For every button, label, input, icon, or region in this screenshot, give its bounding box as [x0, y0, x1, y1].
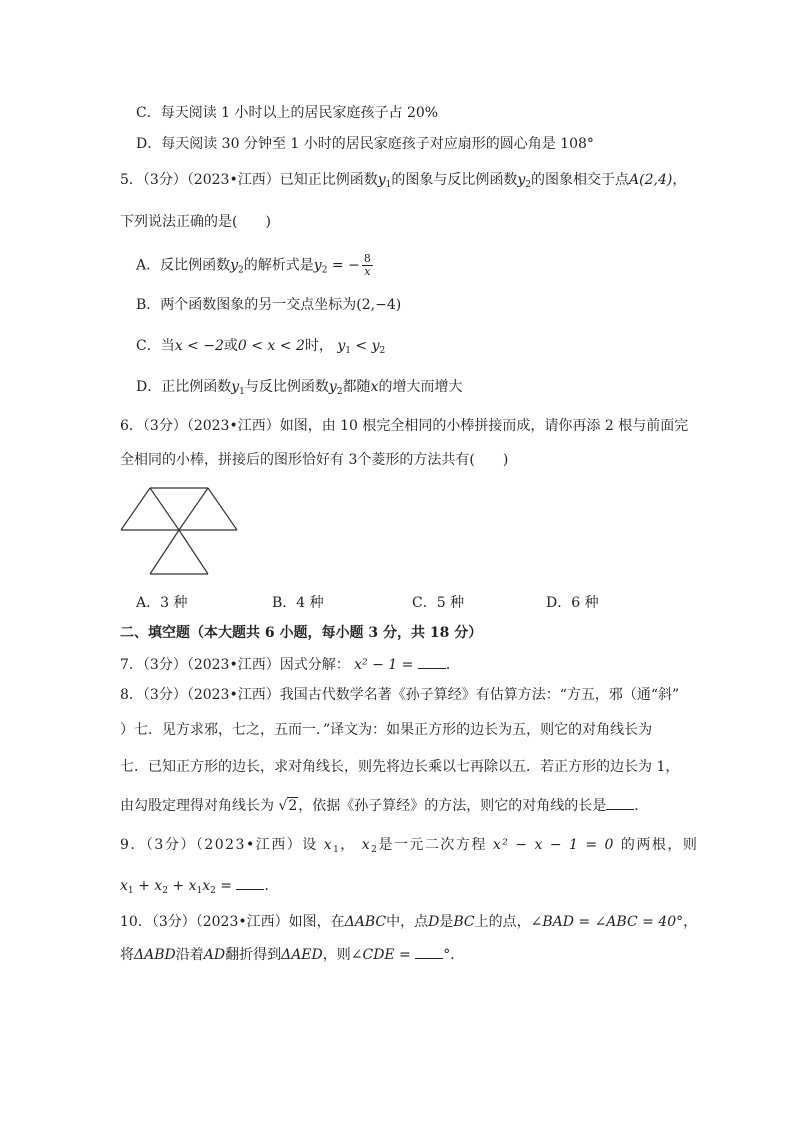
sqrt-two: √2 [278, 798, 298, 814]
q8-line1: 8．（3分）（2023•江西）我国古代数学名著《孙子算经》有估算方法：“方五，邪（通“斜” [120, 687, 680, 703]
stick [179, 530, 208, 574]
q6-option-d: D．6 种 [546, 595, 599, 611]
q5-stem-line2: 下列说法正确的是( ) [120, 214, 271, 230]
q6-triangle-figure [118, 486, 244, 580]
q4-option-d: D．每天阅读 30 分钟至 1 小时的居民家庭孩子对应扇形的圆心角是 108° [136, 136, 594, 152]
q6-stem-line2: 全相同的小棒，拼接后的图形恰好有 3个菱形的方法共有( ) [120, 452, 509, 468]
stick [150, 530, 179, 574]
q6-option-a: A．3 种 [136, 595, 188, 611]
q8-line3: 七．已知正方形的边长，求对角线长，则先将边长乘以七再除以五．若正方形的边长为 1， [120, 759, 680, 775]
q6-stem-line1: 6．（3分）（2023•江西）如图，由 10 根完全相同的小棒拼接而成，请你再添 2 根与前面完 [120, 418, 689, 434]
q9-answer-blank [236, 877, 264, 890]
q8-line2: ）七．见方求邪，七之，五而一．”译文为：如果正方形的边长为五，则它的对角线长为 [120, 722, 653, 738]
q6-option-c: C．5 种 [412, 595, 465, 611]
stick [121, 488, 150, 530]
q9-line1: 9．（3分）（2023•江西）设 $x_1$， $x_2$是一元二次方程 x² − x − 1 = 0 的两根，则 [120, 837, 699, 855]
q10-answer-blank [415, 946, 443, 959]
stick [150, 488, 179, 530]
q8-answer-blank [606, 797, 634, 810]
q5-stem-line1: 5．（3分）（2023•江西）已知正比例函数$y_1$的图象与反比例函数$y_2$的图象相交于点A(2,4)， [120, 172, 687, 190]
section-heading-fill-in: 二、填空题（本大题共 6 小题，每小题 3 分，共 18 分） [120, 625, 483, 641]
q9-line2: $x_1 + x_2 + x_1x_2$ = ． [120, 878, 279, 896]
q5-option-a: A．反比例函数$y_2$的解析式是$y_2$ = − $\frac{8}{x}$ [136, 252, 371, 278]
q5-option-d: D．正比例函数$y_1$与反比例函数$y_2$都随x的增大而增大 [136, 379, 463, 397]
stick [208, 488, 237, 530]
q4-option-c: C．每天阅读 1 小时以上的居民家庭孩子占 20% [136, 105, 439, 121]
q6-option-b: B．4 种 [272, 595, 324, 611]
q7-stem: 7．（3分）（2023•江西）因式分解： x² − 1 = ． [120, 657, 460, 673]
q5-option-b: B．两个函数图象的另一交点坐标为(2,−4) [136, 297, 402, 313]
q7-answer-blank [418, 656, 446, 669]
q5-option-c: C．当x < −2或0 < x < 2时， $y_1 < y_2$ [136, 338, 386, 356]
q10-line1: 10．（3分）（2023•江西）如图，在ΔABC中，点D是BC上的点，∠BAD = ∠ABC = 40°， [120, 914, 698, 930]
q8-line4: 由勾股定理得对角线长为 √2，依据《孙子算经》的方法，则它的对角线的长是 ． [120, 798, 649, 814]
stick [179, 488, 208, 530]
q10-line2: 将ΔABD沿着AD翻折得到ΔAED，则∠CDE = °． [120, 947, 465, 963]
